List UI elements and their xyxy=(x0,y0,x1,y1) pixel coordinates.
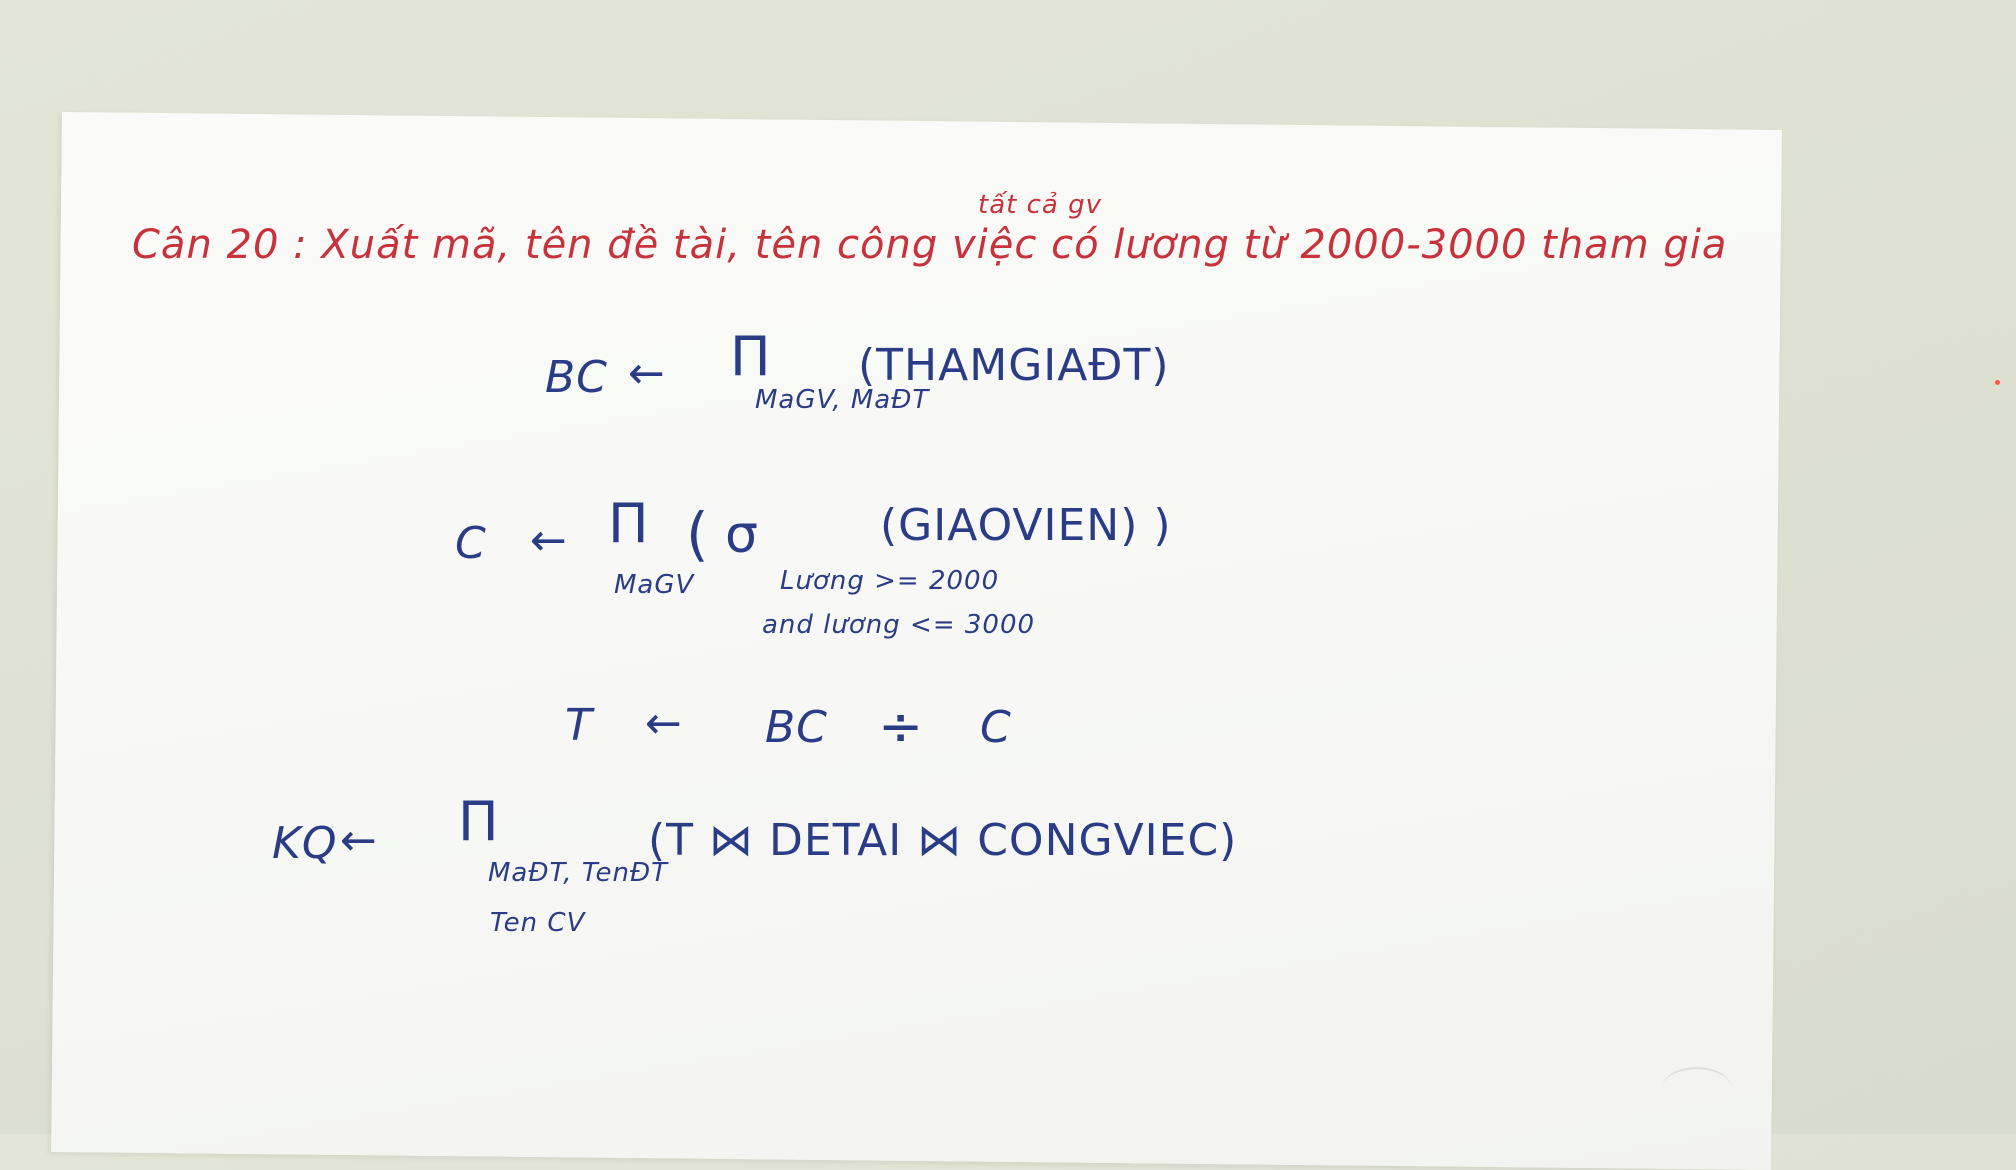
bc-name: BC xyxy=(545,352,608,403)
kq-projection-symbol: Π xyxy=(458,790,500,853)
c-arrow: ← xyxy=(530,515,568,566)
c-projection-symbol: Π xyxy=(608,492,650,555)
question-note: tất cả gv xyxy=(978,190,1102,220)
kq-projection-attrs-1: MaĐT, TenĐT xyxy=(488,858,669,888)
kq-relation: (T ⋈ DETAI ⋈ CONGVIEC) xyxy=(648,815,1238,866)
bc-projection-symbol: Π xyxy=(730,325,772,388)
t-arrow: ← xyxy=(645,698,683,749)
t-name: T xyxy=(565,700,593,751)
bc-relation: (THAMGIAĐT) xyxy=(858,340,1170,391)
paper-sheet xyxy=(51,112,1782,1170)
c-condition-2: and lương <= 3000 xyxy=(762,610,1036,640)
c-open-paren: ( xyxy=(686,500,710,568)
kq-name: KQ xyxy=(272,818,338,869)
c-selection-symbol: σ xyxy=(725,505,759,565)
c-relation: (GIAOVIEN) ) xyxy=(880,500,1172,551)
c-projection-attrs: MaGV xyxy=(614,570,695,600)
c-condition-1: Lương >= 2000 xyxy=(780,566,1000,596)
t-left-operand: BC xyxy=(765,702,828,753)
speck xyxy=(1995,380,2000,385)
t-division-symbol: ÷ xyxy=(878,695,925,758)
bc-arrow: ← xyxy=(628,348,666,399)
c-name: C xyxy=(455,518,487,569)
question-text: Cân 20 : Xuất mã, tên đề tài, tên công việc có lương từ 2000-3000 tham gia xyxy=(132,222,1728,268)
t-right-operand: C xyxy=(980,702,1012,753)
kq-projection-attrs-2: Ten CV xyxy=(490,908,586,938)
kq-arrow: ← xyxy=(340,815,378,866)
bc-projection-attrs: MaGV, MaĐT xyxy=(755,385,930,415)
